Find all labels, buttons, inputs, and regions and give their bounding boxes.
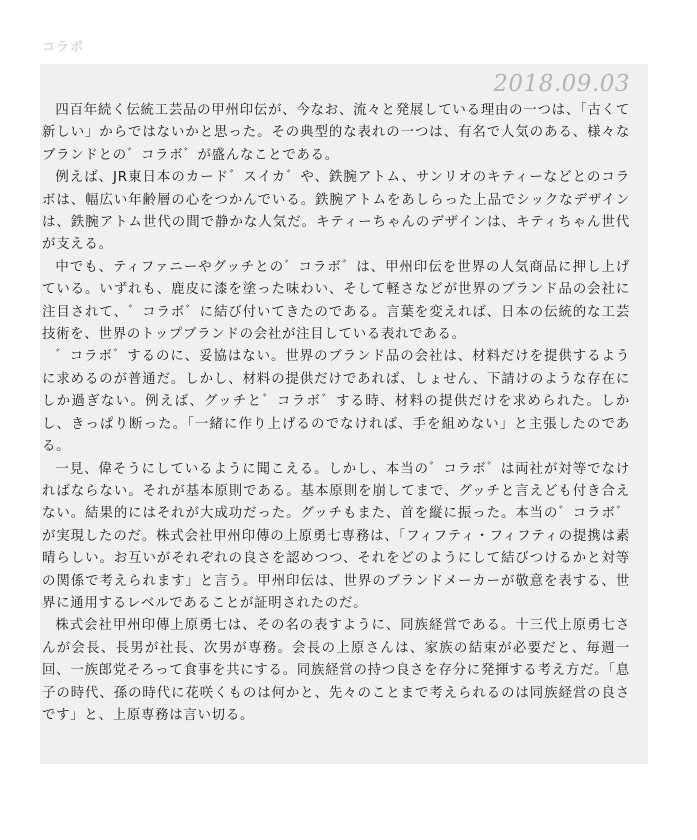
article-paragraph: 中でも、ティファニーやグッチとの゛コラボ゛は、甲州印伝を世界の人気商品に押し上げている。いずれも、鹿皮に漆を塗った味わい、そして軽さなどが世界のブランド品の会社に注目されて、゛コラボ゛に結び付いてきたのである。言葉を変えれば、日本の伝統的な工芸技術を、世界のトップブランドの会社が注目している表れである。 bbox=[42, 259, 630, 343]
article-paragraph: 四百年続く伝統工芸品の甲州印伝が、今なお、流々と発展している理由の一つは、「古くて新しい」からではないかと思った。その典型的な表れの一つは、有名で人気のある、様々なブランドとの゛コラボ゛が盛んなことである。 bbox=[42, 103, 630, 163]
article-paragraph: 例えば、JR東日本のカード゛スイカ゛や、鉄腕アトム、サンリオのキティーなどとのコラボは、幅広い年齢層の心をつかんでいる。鉄腕アトムをあしらった上品でシックなデザインは、鉄腕アトム世代の間で静かな人気だ。キティーちゃんのデザインは、キティちゃん世代が支える。 bbox=[42, 170, 630, 253]
article-paragraph: 株式会社甲州印傳上原勇七は、その名の表すように、同族経営である。十三代上原勇七さんが会長、長男が社長、次男が専務。会長の上原さんは、家族の結束が必要だと、毎週一回、一族郎党そろって食事を共にする。同族経営の持つ良さを存分に発揮する考え方だ。「息子の時代、孫の時代に花咲くものは何かと、先々のことまで考えられるのは同族経営の良さです」と、上原専務は言い切る。 bbox=[42, 618, 630, 723]
article-panel bbox=[40, 64, 648, 764]
article-date: 2018.09.03 bbox=[493, 71, 630, 97]
article-paragraph: 一見、偉そうにしているように聞こえる。しかし、本当の゛コラボ゛は両社が対等でなければならない。それが基本原則である。基本原則を崩してまで、グッチと言えども付き合えない。結果的にはそれが大成功だった。グッチもまた、首を縦に振った。本当の゛コラボ゛が実現したのだ。株式会社甲州印傳の上原勇七専務は、「フィフティ・フィフティの提携は素晴らしい。お互いがそれぞれの良さを認めつつ、それをどのようにして結びつけるかと対等の関係で考えられます」と言う。甲州印伝は、世界のブランドメーカーが敬意を表する、世界に通用するレベルであることが証明されたのだ。 bbox=[42, 461, 630, 611]
article-body bbox=[40, 100, 630, 727]
article-paragraph: ゛コラボ゛するのに、妥協はない。世界のブランド品の会社は、材料だけを提供するように求めるのが普通だ。しかし、材料の提供だけであれば、しょせん、下請けのような存在にしか過ぎない。例えば、グッチと゛コラボ゛する時、材料の提供だけを求められた。しかし、きっぱり断った。「一緒に作り上げるのでなければ、手を組めない」と主張したのである。 bbox=[42, 349, 630, 455]
section-title: コラボ bbox=[42, 40, 85, 55]
